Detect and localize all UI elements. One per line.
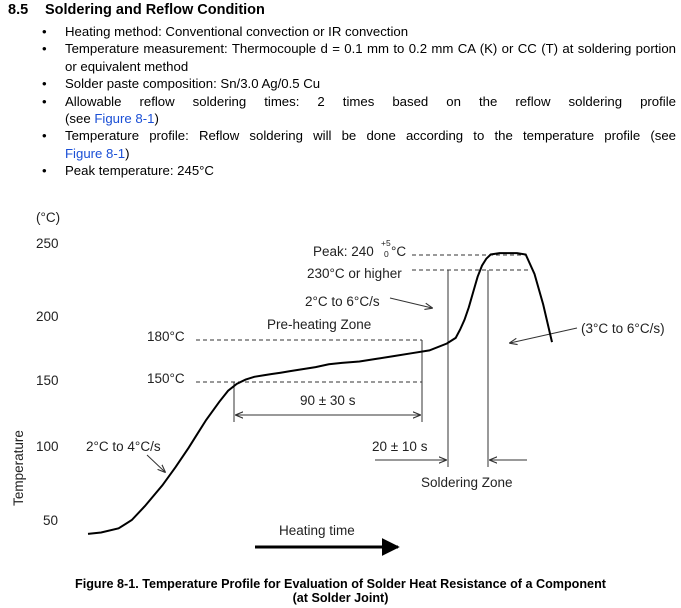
cool-down-label: (3°C to 6°C/s) bbox=[581, 321, 665, 336]
caption-line: (at Solder Joint) bbox=[292, 591, 389, 605]
soldering-zone-label: Soldering Zone bbox=[421, 475, 513, 490]
bullet-list bbox=[40, 23, 676, 180]
bullet-line bbox=[65, 127, 676, 144]
bullet-text: ) bbox=[154, 111, 159, 127]
bullet-text: Solder paste composition: Sn/3.0 Ag/0.5 Cu bbox=[65, 76, 321, 92]
cool-down-pointer bbox=[510, 328, 577, 343]
y-tick-label: 200 bbox=[36, 309, 59, 324]
y-axis-label: Temperature bbox=[11, 430, 26, 506]
caption-line: Figure 8-1. Temperature Profile for Evaluation of Solder Heat Resistance of a Component bbox=[75, 577, 606, 591]
preheat-high-label: 180°C bbox=[147, 329, 185, 344]
bullet-temperature-profile bbox=[40, 127, 676, 162]
bullet-line bbox=[65, 145, 676, 162]
ramp-up-label: 2°C to 4°C/s bbox=[86, 439, 161, 454]
bullet-line bbox=[65, 110, 676, 127]
bullet-temperature-measurement bbox=[40, 40, 676, 75]
reflow-profile-chart bbox=[0, 200, 681, 572]
heating-time-label: Heating time bbox=[279, 523, 355, 538]
section-number: 8.5 bbox=[8, 2, 29, 18]
peak-plus-tolerance: +5 bbox=[381, 238, 391, 248]
peak-minus-tolerance: 0 bbox=[384, 249, 389, 259]
ramp-to-peak-label: 2°C to 6°C/s bbox=[305, 294, 380, 309]
bullet-text: ) bbox=[125, 145, 130, 161]
figure-caption bbox=[0, 577, 681, 605]
y-tick-label: 100 bbox=[36, 439, 59, 454]
bullet-text: Allowable reflow soldering times: 2 times based on the reflow soldering profile bbox=[65, 93, 676, 109]
y-tick-label: 50 bbox=[43, 513, 59, 528]
ramp-up-pointer bbox=[147, 455, 165, 472]
bullet-peak-temperature bbox=[40, 162, 676, 179]
peak-label: Peak: 240 bbox=[313, 244, 374, 259]
peak-unit: °C bbox=[391, 244, 407, 259]
bullet-heating-method bbox=[40, 23, 676, 40]
figure-link[interactable]: Figure 8-1 bbox=[94, 111, 155, 127]
section-heading bbox=[8, 2, 265, 18]
preheat-time-label: 90 ± 30 s bbox=[300, 393, 356, 408]
figure-link[interactable]: Figure 8-1 bbox=[65, 145, 126, 161]
y-tick-label: 150 bbox=[36, 373, 59, 388]
bullet-solder-paste bbox=[40, 75, 676, 92]
bullet-text: Temperature profile: Reflow soldering will be done according to the temperature profile (see bbox=[65, 128, 676, 144]
bullet-line bbox=[65, 93, 676, 110]
preheat-zone-label: Pre-heating Zone bbox=[267, 317, 372, 332]
bullet-text: Peak temperature: 245°C bbox=[65, 163, 214, 179]
bullet-text: Heating method: Conventional convection or IR convection bbox=[65, 24, 409, 39]
bullet-text: (see bbox=[65, 111, 95, 127]
y-tick-label: 250 bbox=[36, 236, 59, 251]
y-unit-label: (°C) bbox=[36, 210, 61, 225]
bullet-text: Temperature measurement: Thermocouple d = 0.1 mm to 0.2 mm CA (K) or CC (T) at soldering portion or equivalent method bbox=[65, 41, 676, 74]
above-230-label: 230°C or higher bbox=[307, 266, 402, 281]
peak-time-label: 20 ± 10 s bbox=[372, 439, 428, 454]
section-title: Soldering and Reflow Condition bbox=[45, 2, 265, 18]
ramp-to-peak-pointer bbox=[390, 298, 432, 308]
bullet-reflow-times bbox=[40, 93, 676, 128]
preheat-low-label: 150°C bbox=[147, 371, 185, 386]
